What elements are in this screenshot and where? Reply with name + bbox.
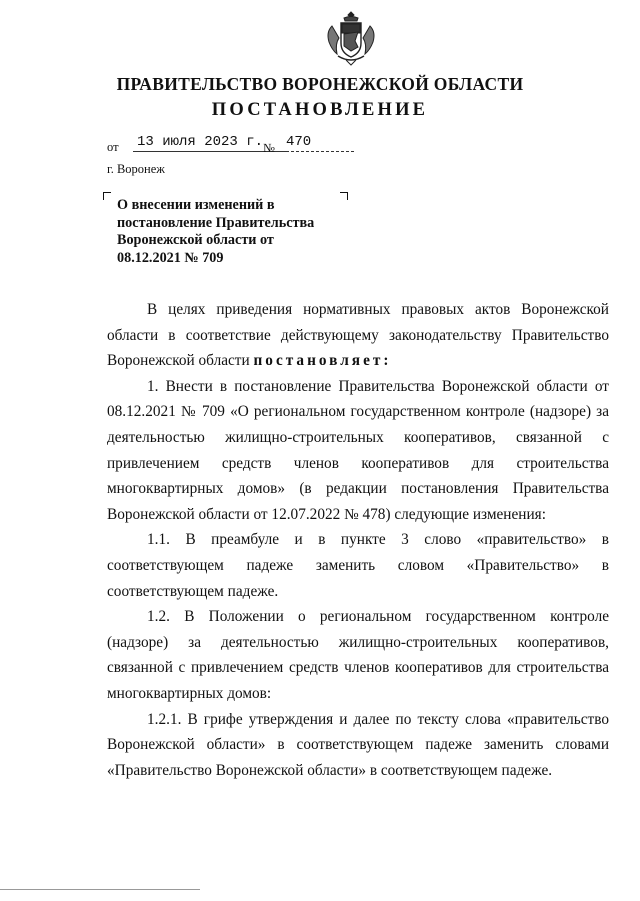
organization-title: ПРАВИТЕЛЬСТВО ВОРОНЕЖСКОЙ ОБЛАСТИ [116,74,524,94]
coat-of-arms-emblem-icon [324,8,378,68]
body-paragraph-preamble [107,297,609,374]
subject-line: Воронежской области от [117,232,274,248]
body-paragraph-1-2-1: 1.2.1. В грифе утверждения и далее по тексту слова «правительство Воронежской области» в соответствующем падеже заменить словами «Правительство Воронежской области» в соответствующем падеже. [107,710,609,779]
document-city: г. Воронеж [107,162,165,176]
footer-divider [0,889,200,890]
document-subject [117,197,347,267]
subject-line: постановление Правительства [117,214,315,231]
document-number: 470 [281,134,354,152]
body-paragraph-1: 1. Внести в постановление Правительства Воронежской области от 08.12.2021 № 709 «О региональном государственном контроле (надзоре) за деятельностью жилищно-строительных кооперативов, связанной с привлечением средств членов кооперативов для строительства многоквартирных домов» (в редакции постановления Правительства Воронежской области от 12.07.2022 № 478) следующие изменения: [107,377,609,523]
date-prefix: от [107,140,119,154]
body-paragraph-1-2: 1.2. В Положении о региональном государственном контроле (надзоре) за деятельностью жилищно-строительных кооперативов, связанной с привлечением средств членов кооперативов для строительства многоквартирных домов: [107,608,609,702]
subject-corner-left [103,192,111,200]
number-sign: № [263,141,275,155]
document-date: 13 июля 2023 г. [133,134,287,152]
document-body [107,297,609,783]
subject-line: О внесении изменений в [117,197,275,213]
preamble-text: В целях приведения нормативных правовых актов Воронежской области в соответствие действующему законодательству Правительство Воронежской области [107,301,609,370]
resolves-word: постановляет: [253,352,392,370]
document-type: ПОСТАНОВЛЕНИЕ [211,100,429,120]
body-paragraph-1-1: 1.1. В преамбуле и в пункте 3 слово «правительство» в соответствующем падеже заменить словом «Правительство» в соответствующем падеже. [107,531,609,600]
subject-line: 08.12.2021 № 709 [117,249,224,266]
